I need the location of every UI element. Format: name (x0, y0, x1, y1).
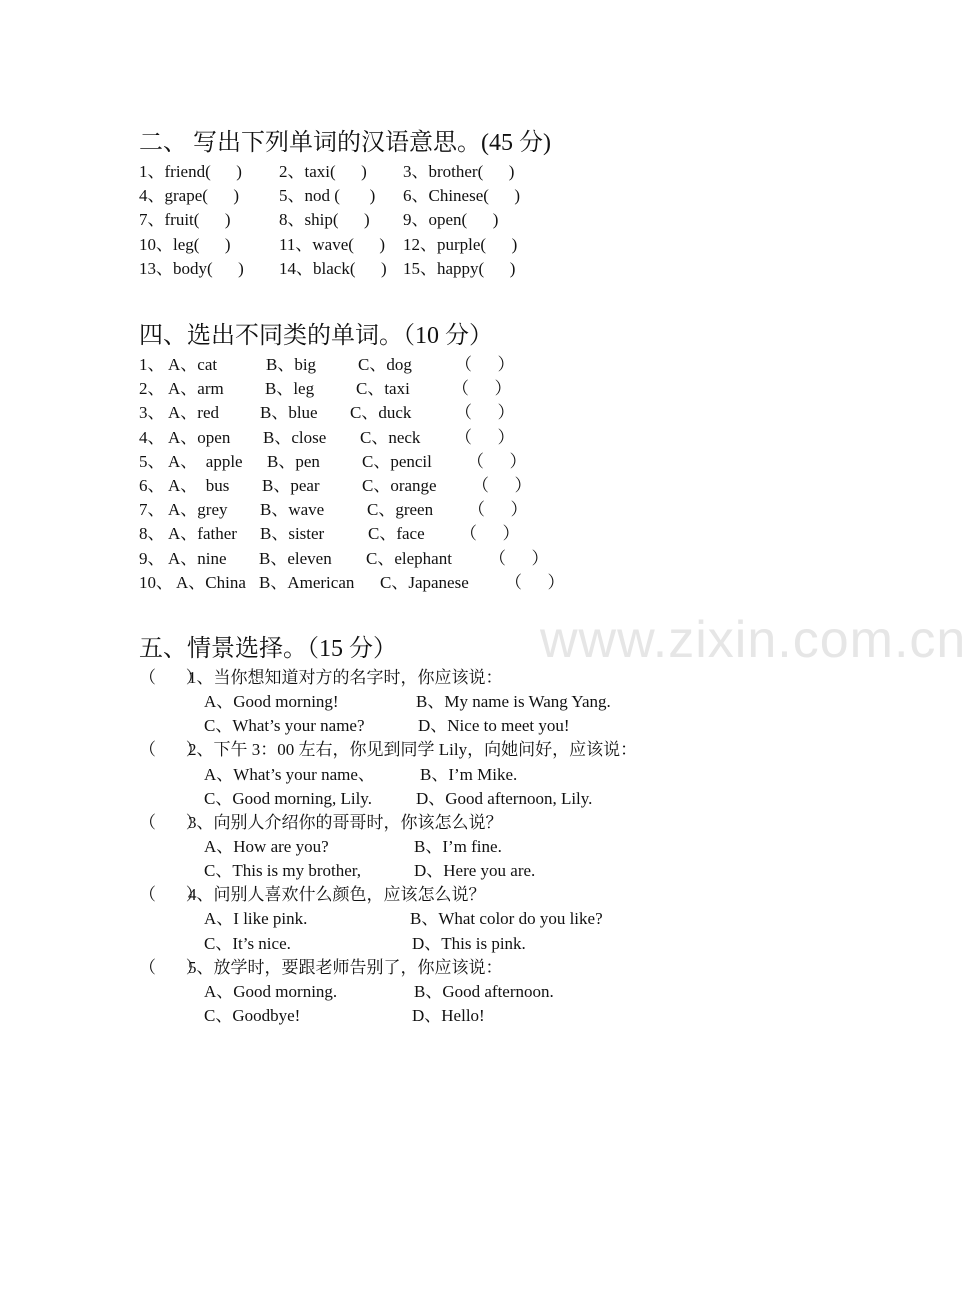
option-a: A、Good morning. (204, 981, 338, 1001)
section-5-title: 五、情景选择。（15 分） (139, 636, 397, 662)
answer-blank: （ ） (452, 379, 512, 399)
option-d: D、This is pink. (412, 933, 526, 953)
option-d: D、Good afternoon, Lily. (416, 788, 593, 808)
option-c: C、taxi (356, 379, 410, 399)
option-b: B、leg (265, 379, 315, 399)
option-a: A、arm (168, 379, 224, 399)
vocab-item: 7、fruit( ) (139, 210, 231, 230)
option-b: B、eleven (259, 548, 332, 568)
option-b: B、pear (262, 476, 320, 495)
answer-blank: （ ） (455, 355, 515, 374)
option-a: A、 bus (168, 476, 230, 495)
option-c: C、face (368, 524, 425, 544)
answer-blank: （ ） (472, 476, 532, 495)
vocab-item: 8、ship( ) (279, 210, 370, 230)
section-4-title: 四、选出不同类的单词。（10 分） (139, 323, 493, 349)
vocab-item: 1、friend( ) (139, 162, 242, 181)
option-c: C、pencil (362, 451, 432, 471)
answer-blank: （ ） (139, 957, 203, 977)
option-c: C、green (367, 500, 434, 520)
question-text: 3、向别人介绍你的哥哥时，你该怎么说？ (188, 812, 503, 832)
option-c: C、neck (360, 427, 421, 447)
option-a: A、father (168, 524, 237, 544)
answer-blank: （ ） (455, 427, 515, 447)
question-number: 1、 (139, 355, 165, 374)
option-a: A、open (168, 427, 231, 447)
vocab-item: 4、grape( ) (139, 186, 240, 206)
question-number: 10、 (139, 572, 173, 592)
vocab-item: 12、purple( ) (403, 234, 518, 254)
question-number: 4、 (139, 427, 165, 447)
question-number: 8、 (139, 524, 165, 544)
option-a: A、How are you? (204, 837, 329, 856)
option-c: C、orange (362, 476, 437, 495)
option-b: B、American (259, 572, 355, 592)
vocab-item: 6、Chinese( ) (403, 186, 521, 206)
option-d: D、Nice to meet you! (418, 716, 570, 736)
vocab-item: 14、black( ) (279, 258, 387, 278)
option-a: A、I like pink. (204, 909, 308, 929)
option-b: B、My name is Wang Yang. (416, 692, 611, 712)
option-c: C、Goodbye! (204, 1006, 301, 1025)
option-b: B、I’m fine. (414, 837, 502, 856)
option-b: B、What color do you like? (410, 909, 603, 929)
answer-blank: （ ） (139, 668, 203, 687)
option-c: C、duck (350, 403, 412, 423)
vocab-item: 10、leg( ) (139, 234, 231, 254)
option-a: A、 apple (168, 451, 243, 471)
option-c: C、Japanese (380, 572, 469, 592)
option-d: D、Here you are. (414, 861, 536, 881)
option-c: C、What’s your name? (204, 716, 365, 736)
vocab-item: 13、body( ) (139, 258, 244, 278)
vocab-item: 3、brother( ) (403, 162, 515, 181)
answer-blank: （ ） (139, 740, 203, 760)
option-a: A、Good morning! (204, 692, 339, 712)
question-number: 9、 (139, 548, 165, 568)
question-text: 4、问别人喜欢什么颜色，应该怎么说？ (188, 885, 486, 905)
section-2-title: 二、 写出下列单词的汉语意思。(45 分) (139, 130, 551, 156)
watermark-text: www.zixin.com.cn (540, 611, 966, 669)
option-b: B、wave (260, 500, 325, 520)
answer-blank: （ ） (489, 548, 549, 568)
answer-blank: （ ） (505, 572, 565, 592)
question-number: 5、 (139, 451, 165, 471)
option-b: B、Good afternoon. (414, 981, 554, 1001)
option-c: C、elephant (366, 548, 452, 568)
answer-blank: （ ） (467, 451, 527, 471)
question-number: 3、 (139, 403, 165, 423)
option-b: B、close (263, 427, 327, 447)
option-d: D、Hello! (412, 1006, 485, 1025)
option-b: B、sister (260, 524, 325, 544)
question-number: 6、 (139, 476, 165, 495)
vocab-item: 2、taxi( ) (279, 162, 367, 181)
option-a: A、What’s your name、 (204, 764, 375, 784)
option-b: B、I’m Mike. (420, 764, 518, 784)
vocab-item: 5、nod ( ) (279, 186, 376, 206)
question-text: 2、下午 3：00 左右，你见到同学 Lily，向她问好，应该说： (188, 740, 638, 760)
option-a: A、China (176, 572, 246, 592)
option-a: A、cat (168, 355, 218, 374)
answer-blank: （ ） (468, 500, 528, 520)
option-c: C、It’s nice. (204, 933, 291, 953)
vocab-item: 15、happy( ) (403, 258, 516, 278)
option-b: B、blue (260, 403, 318, 423)
question-text: 5、放学时，要跟老师告别了，你应该说： (188, 957, 503, 977)
answer-blank: （ ） (460, 524, 520, 544)
option-a: A、red (168, 403, 219, 423)
option-c: C、Good morning, Lily. (204, 788, 372, 808)
option-c: C、dog (358, 355, 412, 374)
answer-blank: （ ） (139, 885, 203, 905)
question-text: 1、当你想知道对方的名字时，你应该说： (188, 668, 503, 687)
answer-blank: （ ） (139, 812, 203, 832)
question-number: 7、 (139, 500, 165, 520)
option-b: B、pen (267, 451, 320, 471)
vocab-item: 9、open( ) (403, 210, 499, 230)
answer-blank: （ ） (455, 403, 515, 423)
option-a: A、grey (168, 500, 228, 520)
option-c: C、This is my brother, (204, 861, 362, 881)
option-a: A、nine (168, 548, 227, 568)
option-b: B、big (266, 355, 317, 374)
vocab-item: 11、wave( ) (279, 234, 386, 254)
question-number: 2、 (139, 379, 165, 399)
